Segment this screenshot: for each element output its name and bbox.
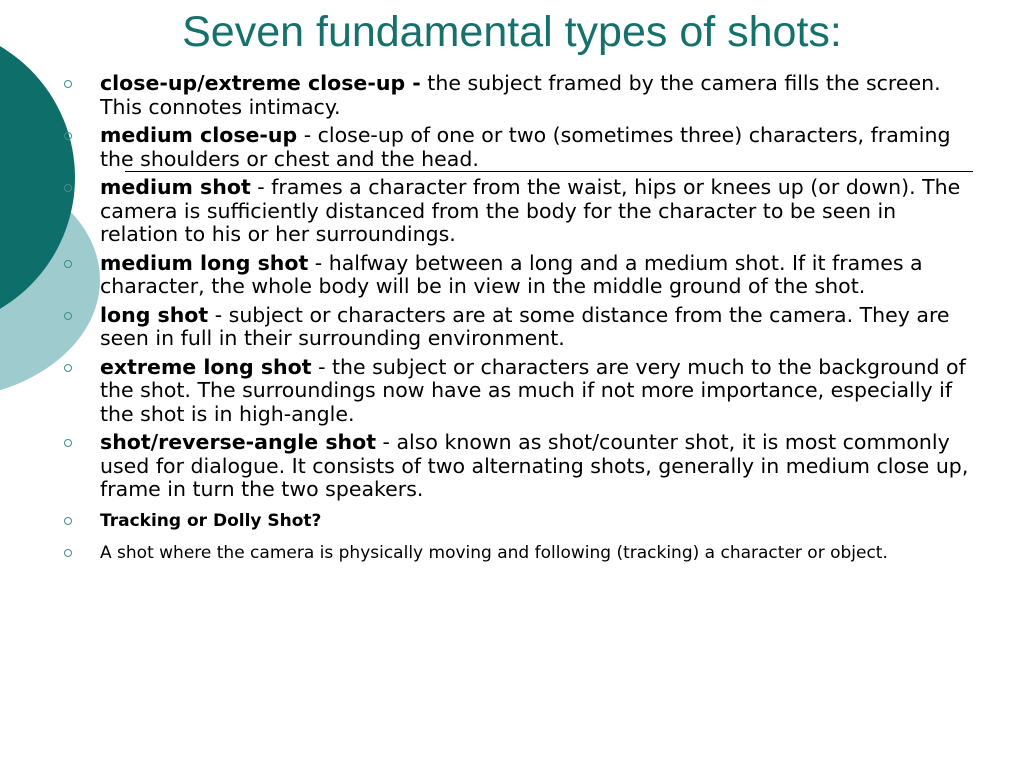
shot-description: - also known as shot/counter shot, it is most commonly used for dialogue. It consists of two alternating shots, generally in medium close up, frame in turn the two speakers. — [100, 430, 969, 501]
shot-description: - subject or characters are at some distance from the camera. They are seen in full in their surrounding environment. — [100, 302, 950, 350]
shot-description: the subject framed by the camera fills the screen. This connotes intimacy. — [100, 71, 941, 119]
circle-bullet-icon — [64, 260, 72, 268]
list-item — [0, 540, 970, 566]
circle-bullet-icon — [64, 80, 72, 88]
list-item — [0, 176, 970, 247]
shot-term: medium shot — [100, 175, 251, 199]
shot-term: extreme long shot — [100, 354, 312, 379]
shot-description: A shot where the camera is physically moving and following (tracking) a character or object. — [100, 542, 888, 563]
circle-bullet-icon — [64, 184, 72, 192]
shot-term: Tracking or Dolly Shot? — [100, 510, 322, 531]
shot-term: long shot — [100, 302, 209, 327]
shot-term: close-up/extreme close-up - — [100, 71, 421, 95]
shot-term: shot/reverse-angle shot — [100, 430, 377, 454]
circle-bullet-icon — [64, 517, 72, 525]
shot-description: - close-up of one or two (sometimes three) characters, framing the shoulders or chest and the head. — [100, 123, 951, 171]
list-item — [0, 124, 970, 171]
shot-term: medium close-up — [100, 123, 298, 147]
list-item — [0, 72, 970, 119]
circle-bullet-icon — [64, 132, 72, 140]
list-item — [0, 431, 970, 502]
list-item — [0, 356, 970, 427]
shot-term: medium long shot — [100, 250, 309, 275]
shot-description: - the subject or characters are very much to the background of the shot. The surroundings now have as much if not more importance, especially if the shot is in high-angle. — [100, 354, 966, 426]
list-item — [0, 304, 970, 351]
circle-bullet-icon — [64, 312, 72, 320]
list-item — [0, 508, 970, 534]
circle-bullet-icon — [64, 364, 72, 372]
list-item — [0, 252, 970, 299]
slide-title: Seven fundamental types of shots: — [182, 8, 842, 56]
circle-bullet-icon — [64, 439, 72, 447]
circle-bullet-icon — [64, 549, 72, 557]
bullet-list — [0, 72, 1024, 571]
shot-description: - frames a character from the waist, hips or knees up (or down). The camera is sufficiently distanced from the body for the character to be seen in relation to his or her surroundings. — [100, 175, 961, 246]
shot-description: - halfway between a long and a medium shot. If it frames a character, the whole body will be in view in the middle ground of the shot. — [100, 250, 923, 298]
